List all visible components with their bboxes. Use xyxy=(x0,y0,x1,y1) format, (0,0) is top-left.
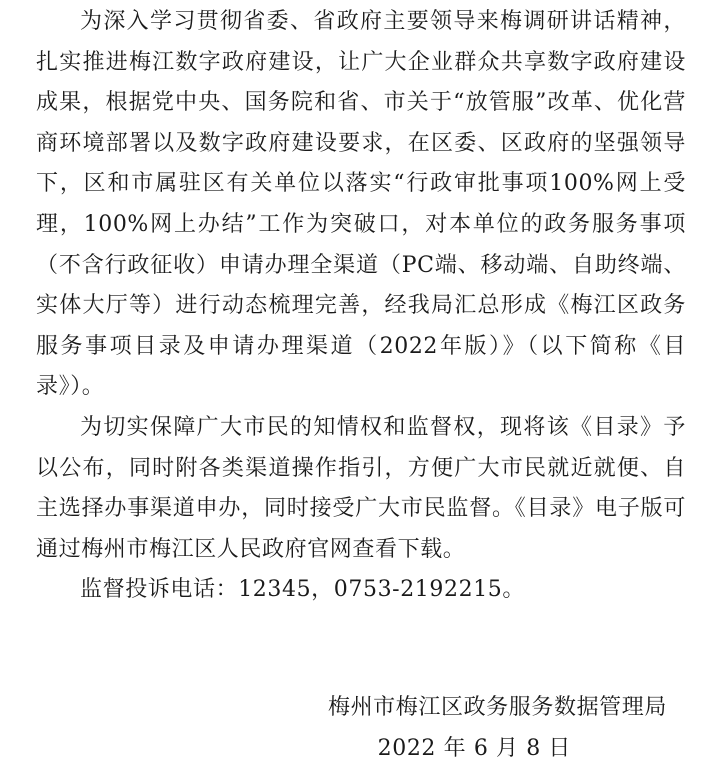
paragraph-hotline: 监督投诉电话：12345，0753-2192215。 xyxy=(80,577,525,603)
signature-organization: 梅州市梅江区政务服务数据管理局 xyxy=(327,695,667,720)
signature-date: 2022 年 6 月 8 日 xyxy=(377,736,571,761)
paragraph-intro: 为深入学习贯彻省委、省政府主要领导来梅调研讲话精神，扎实推进梅江数字政府建设，让广大企业群众共享数字政府建设成果，根据党中央、国务院和省、市关于“放管服”改革、优化营商环境部署以及数字政府建设要求，在区委、区政府的坚强领导下，区和市属驻区有关单位以落实“行政审批事项100%网上受理，100%网上办结”工作为突破口，对本单位的政务服务事项（不含行政征收）申请办理全渠道（PC端、移动端、自助终端、实体大厅等）进行动态梳理完善，经我局汇总形成《梅江区政务服务事项目录及申请办理渠道（2022年版）》（以下简称《目录》）。 xyxy=(36,9,686,400)
document-body xyxy=(36,2,686,611)
paragraph-publication: 为切实保障广大市民的知情权和监督权，现将该《目录》予以公布，同时附各类渠道操作指引，方便广大市民就近就便、自主选择办事渠道申办，同时接受广大市民监督。《目录》电子版可通过梅州市梅江区人民政府官网查看下载。 xyxy=(36,414,686,562)
